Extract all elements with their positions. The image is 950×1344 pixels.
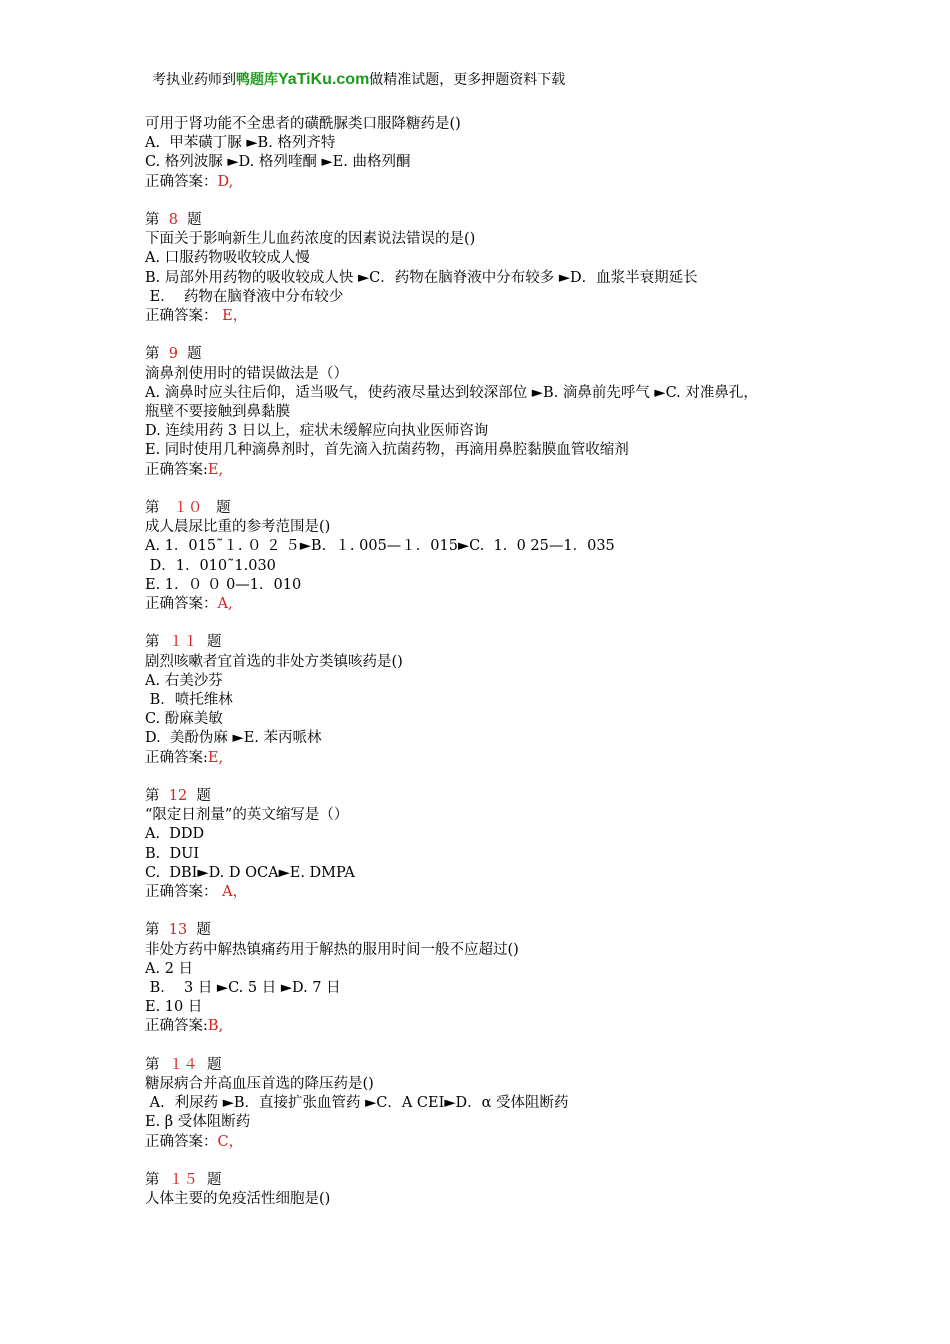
question-stem: 糖尿病合并高血压首选的降压药是() xyxy=(145,1076,374,1093)
question-stem: 非处方药中解热镇痛药用于解热的服用时间一般不应超过() xyxy=(145,941,519,958)
option-line: A. 1．015˜１. ０ ２ ５►B. １. 005—１．015►C. 1. 0 25—1．035 xyxy=(145,538,615,555)
question-number-suffix: 题 xyxy=(206,1056,222,1073)
answer-value: A, xyxy=(217,596,233,613)
option-line: D. 美酚伪麻 ►E. 苯丙哌林 xyxy=(145,730,322,747)
question-number-prefix: 第 xyxy=(145,634,160,651)
question-number-suffix: 题 xyxy=(187,346,202,363)
question-stem: 滴鼻剂使用时的错误做法是（） xyxy=(145,365,348,382)
question-number-prefix: 第 xyxy=(145,788,160,805)
option-line: C. DBI►D. D OCA►E. DMPA xyxy=(145,864,355,881)
question-list xyxy=(145,115,825,1229)
question-number-suffix: 题 xyxy=(187,212,202,228)
question-block xyxy=(145,1056,825,1152)
question-number-suffix: 题 xyxy=(196,788,211,805)
question-number-prefix: 第 xyxy=(145,922,160,939)
answer-label: 正确答案: xyxy=(145,1018,208,1035)
brand-name-cn: 鸭题库 xyxy=(236,72,278,88)
page-header xyxy=(152,70,565,90)
answer-line xyxy=(145,461,825,480)
answer-value: E, xyxy=(207,461,224,478)
question-block xyxy=(145,1171,825,1209)
answer-label: 正确答案： xyxy=(145,308,218,325)
question-number: 9 xyxy=(168,346,178,363)
option-line: A. 甲苯磺丁脲 ►B. 格列齐特 xyxy=(145,135,336,152)
header-prefix: 考执业药师到 xyxy=(152,72,236,88)
question-block xyxy=(145,115,825,192)
option-line: E. 1. ０ ０ 0—1．010 xyxy=(145,576,302,593)
brand-name-en: YaTiKu.com xyxy=(278,71,370,88)
answer-value: B, xyxy=(207,1018,224,1035)
question-block xyxy=(145,921,825,1036)
answer-line xyxy=(145,1017,825,1036)
option-line: C. 酚麻美敏 xyxy=(145,711,223,728)
answer-line xyxy=(145,1133,825,1152)
question-number-suffix: 题 xyxy=(206,1172,222,1189)
question-stem: “限定日剂量”的英文缩写是（） xyxy=(145,807,349,824)
question-number-line xyxy=(145,633,825,652)
question-number: １５ xyxy=(168,1172,198,1189)
question-number-suffix: 题 xyxy=(196,922,211,939)
question-number-line xyxy=(145,921,825,940)
option-line: A. 滴鼻时应头往后仰，适当吸气，使药液尽量达到较深部位 ►B. 滴鼻前先呼气 ►C. 对准鼻孔， xyxy=(145,384,758,401)
question-number-line xyxy=(145,1171,825,1190)
answer-label: 正确答案： xyxy=(145,173,218,190)
answer-value: A， xyxy=(217,884,248,901)
question-number-prefix: 第 xyxy=(145,346,160,363)
question-number: １１ xyxy=(168,634,198,651)
answer-label: 正确答案： xyxy=(145,1133,218,1150)
answer-line xyxy=(145,307,825,326)
answer-value: E, xyxy=(207,749,224,766)
question-block xyxy=(145,787,825,902)
question-number-suffix: 题 xyxy=(216,500,231,517)
option-line: D. 连续用药 3 日以上，症状未缓解应向执业医师咨询 xyxy=(145,423,489,440)
answer-label: 正确答案： xyxy=(145,884,218,901)
question-number: 12 xyxy=(168,788,188,805)
option-line: A. DDD xyxy=(145,826,205,843)
question-number: 13 xyxy=(168,922,188,939)
question-stem: 可用于肾功能不全患者的磺酰脲类口服降糖药是() xyxy=(145,116,461,132)
question-number-line xyxy=(145,499,825,518)
option-line: C. 格列波脲 ►D. 格列喹酮 ►E. 曲格列酮 xyxy=(145,154,411,171)
answer-line xyxy=(145,173,825,192)
question-stem: 下面关于影响新生儿血药浓度的因素说法错误的是() xyxy=(145,231,476,248)
question-block xyxy=(145,499,825,614)
option-line: A. 2 日 xyxy=(145,960,194,977)
option-line: B．喷托维林 xyxy=(145,692,233,709)
question-block xyxy=(145,211,825,326)
option-line: B. 局部外用药物的吸收较成人快 ►C．药物在脑脊液中分布较多 ►D．血浆半衰期延长 xyxy=(145,269,698,286)
question-number-suffix: 题 xyxy=(206,634,222,651)
option-line: 瓶壁不要接触到鼻黏膜 xyxy=(145,404,290,421)
question-number-prefix: 第 xyxy=(145,1056,160,1073)
question-stem: 成人晨尿比重的参考范围是() xyxy=(145,519,331,536)
question-number-line xyxy=(145,211,825,230)
question-number: １４ xyxy=(168,1056,198,1073)
option-line: E. β 受体阻断药 xyxy=(145,1114,251,1131)
option-line: B． 3 日 ►C. 5 日 ►D. 7 日 xyxy=(145,980,341,997)
answer-label: 正确答案: xyxy=(145,749,208,766)
option-line: D．1．010˜1.030 xyxy=(145,557,276,574)
option-line: E． 药物在脑脊液中分布较少 xyxy=(145,288,344,305)
answer-line xyxy=(145,749,825,768)
question-block xyxy=(145,345,825,479)
question-number: １０ xyxy=(168,500,207,517)
option-line: A. 右美沙芬 xyxy=(145,672,223,689)
answer-label: 正确答案: xyxy=(145,461,208,478)
answer-value: C， xyxy=(217,1133,244,1150)
option-line: E. 10 日 xyxy=(145,999,203,1016)
answer-value: D, xyxy=(217,173,234,190)
question-number: 8 xyxy=(168,212,178,228)
answer-value: E， xyxy=(217,308,248,325)
option-line: A．利尿药 ►B．直接扩张血管药 ►C．A CEI►D．α 受体阻断药 xyxy=(145,1095,569,1112)
question-number-line xyxy=(145,1056,825,1075)
header-suffix: 做精准试题，更多押题资料下载 xyxy=(369,72,566,88)
question-stem: 剧烈咳嗽者宜首选的非处方类镇咳药是() xyxy=(145,653,403,670)
question-number-line xyxy=(145,345,825,364)
question-stem: 人体主要的免疫活性细胞是() xyxy=(145,1191,331,1208)
option-line: A. 口服药物吸收较成人慢 xyxy=(145,250,310,267)
answer-label: 正确答案： xyxy=(145,596,218,613)
question-number-line xyxy=(145,787,825,806)
question-number-prefix: 第 xyxy=(145,500,160,517)
answer-line xyxy=(145,595,825,614)
answer-line xyxy=(145,883,825,902)
question-number-prefix: 第 xyxy=(145,212,160,228)
question-number-prefix: 第 xyxy=(145,1172,160,1189)
question-block xyxy=(145,633,825,767)
option-line: B. DUI xyxy=(145,845,200,862)
option-line: E. 同时使用几种滴鼻剂时，首先滴入抗菌药物，再滴用鼻腔黏膜血管收缩剂 xyxy=(145,442,629,459)
